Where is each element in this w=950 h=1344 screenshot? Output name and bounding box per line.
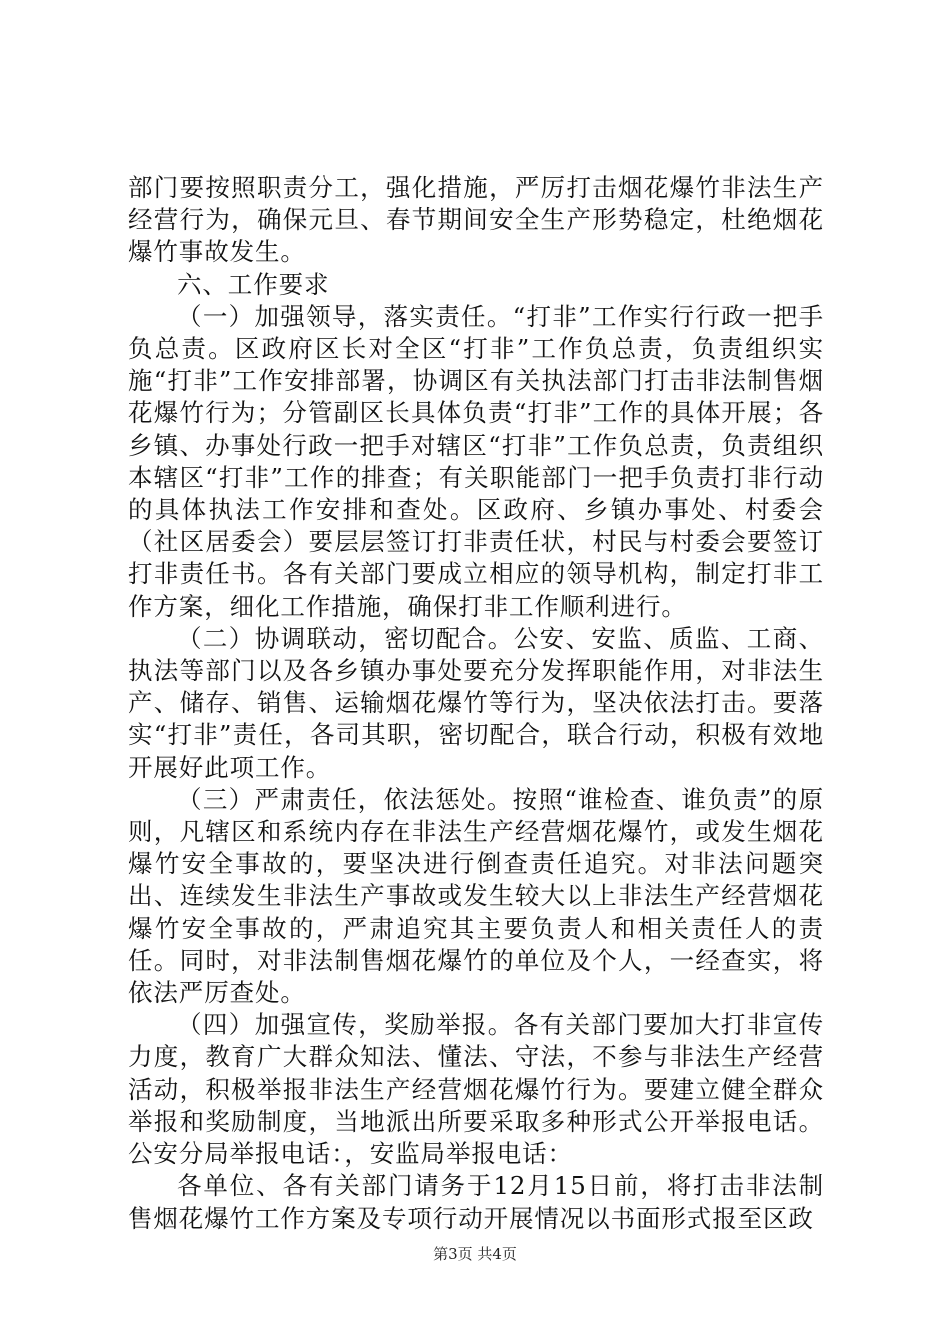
document-body bbox=[128, 172, 824, 1235]
paragraph-continuation: 部门要按照职责分工，强化措施，严厉打击烟花爆竹非法生产经营行为，确保元旦、春节期间安全生产形势稳定，杜绝烟花爆竹事故发生。 bbox=[128, 173, 824, 267]
paragraph-requirement-4: （四）加强宣传，奖励举报。各有关部门要加大打非宣传力度，教育广大群众知法、懂法、守法，不参与非法生产经营活动，积极举报非法生产经营烟花爆竹行为。要建立健全群众举报和奖励制度，当地派出所要采取多种形式公开举报电话。公安分局举报电话：，安监局举报电话： bbox=[128, 1010, 824, 1169]
paragraph-requirement-3: （三）严肃责任，依法惩处。按照“谁检查、谁负责”的原则，凡辖区和系统内存在非法生产经营烟花爆竹，或发生烟花爆竹安全事故的，要坚决进行倒查责任追究。对非法问题突出、连续发生非法生产事故或发生较大以上非法生产经营烟花爆竹安全事故的，严肃追究其主要负责人和相关责任人的责任。同时，对非法制售烟花爆竹的单位及个人，一经查实，将依法严厉查处。 bbox=[128, 784, 824, 1008]
paragraph-submission-note: 各单位、各有关部门请务于12月15日前，将打击非法制售烟花爆竹工作方案及专项行动开展情况以书面形式报至区政 bbox=[128, 1171, 824, 1233]
section-heading-work-requirements: 六、工作要求 bbox=[177, 269, 330, 299]
paragraph-requirement-2: （二）协调联动，密切配合。公安、安监、质监、工商、执法等部门以及各乡镇办事处要充分发挥职能作用，对非法生产、储存、销售、运输烟花爆竹等行为，坚决依法打击。要落实“打非”责任，各司其职，密切配合，联合行动，积极有效地开展好此项工作。 bbox=[128, 623, 824, 782]
page-footer: 第3页 共4页 bbox=[433, 1245, 517, 1263]
paragraph-requirement-1: （一）加强领导，落实责任。“打非”工作实行行政一把手负总责。区政府区长对全区“打非”工作负总责，负责组织实施“打非”工作安排部署，协调区有关执法部门打击非法制售烟花爆竹行为；分管副区长具体负责“打非”工作的具体开展；各乡镇、办事处行政一把手对辖区“打非”工作负总责，负责组织本辖区“打非”工作的排查；有关职能部门一把手负责打非行动的具体执法工作安排和查处。区政府、乡镇办事处、村委会（社区居委会）要层层签订打非责任状，村民与村委会要签订打非责任书。各有关部门要成立相应的领导机构，制定打非工作方案，细化工作措施，确保打非工作顺利进行。 bbox=[128, 301, 824, 621]
